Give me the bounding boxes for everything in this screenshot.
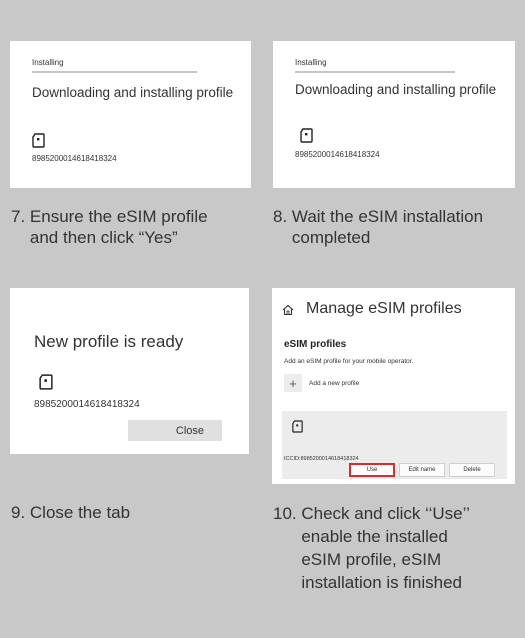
- edit-name-button[interactable]: Edit name: [399, 463, 445, 477]
- add-profile-button[interactable]: [284, 372, 359, 394]
- profile-ready-panel: [10, 288, 249, 454]
- installing-status: Installing: [32, 58, 64, 67]
- page-title: Manage eSIM profiles: [306, 300, 462, 317]
- use-button[interactable]: Use: [349, 463, 395, 477]
- sim-card-icon: [292, 420, 303, 433]
- section-heading: eSIM profiles: [284, 339, 347, 350]
- caption-step8: 8. Wait the eSIM installation completed: [273, 207, 484, 247]
- section-description: Add an eSIM profile for your mobile operator.: [284, 358, 414, 365]
- profile-ready-message: New profile is ready: [34, 332, 184, 351]
- installing-panel-step8: [273, 41, 515, 188]
- installing-status: Installing: [295, 58, 327, 67]
- profile-serial: 8985200014618418324: [295, 150, 380, 159]
- close-button[interactable]: Close: [128, 420, 222, 441]
- profile-serial: 8985200014618418324: [32, 154, 117, 163]
- caption-step10: 10. Check and click ‘‘Use’’ enable the installed eSIM profile, eSIM installation is finished: [273, 504, 470, 592]
- installing-message: Downloading and installing profile: [295, 82, 497, 97]
- installing-message: Downloading and installing profile: [32, 85, 234, 100]
- add-profile-label: Add a new profile: [309, 379, 360, 387]
- caption-step7: 7. Ensure the eSIM profile and then click “Yes”: [11, 207, 208, 247]
- home-icon: [282, 303, 294, 321]
- caption-step9: 9. Close the tab: [11, 503, 131, 522]
- installing-progress-bar: [32, 71, 197, 73]
- sim-card-icon: [300, 128, 313, 143]
- sim-card-icon: [32, 133, 45, 148]
- sim-card-icon: [39, 374, 53, 390]
- plus-icon: +: [284, 374, 302, 392]
- installing-panel-step7: [10, 41, 251, 188]
- installing-progress-bar: [295, 71, 455, 73]
- delete-button[interactable]: Delete: [449, 463, 495, 477]
- profile-serial: 8985200014618418324: [34, 399, 140, 410]
- esim-profile-card[interactable]: [282, 411, 507, 479]
- profile-iccid: ICCID:8985200014618418324: [284, 456, 359, 462]
- manage-esim-panel: [272, 288, 515, 484]
